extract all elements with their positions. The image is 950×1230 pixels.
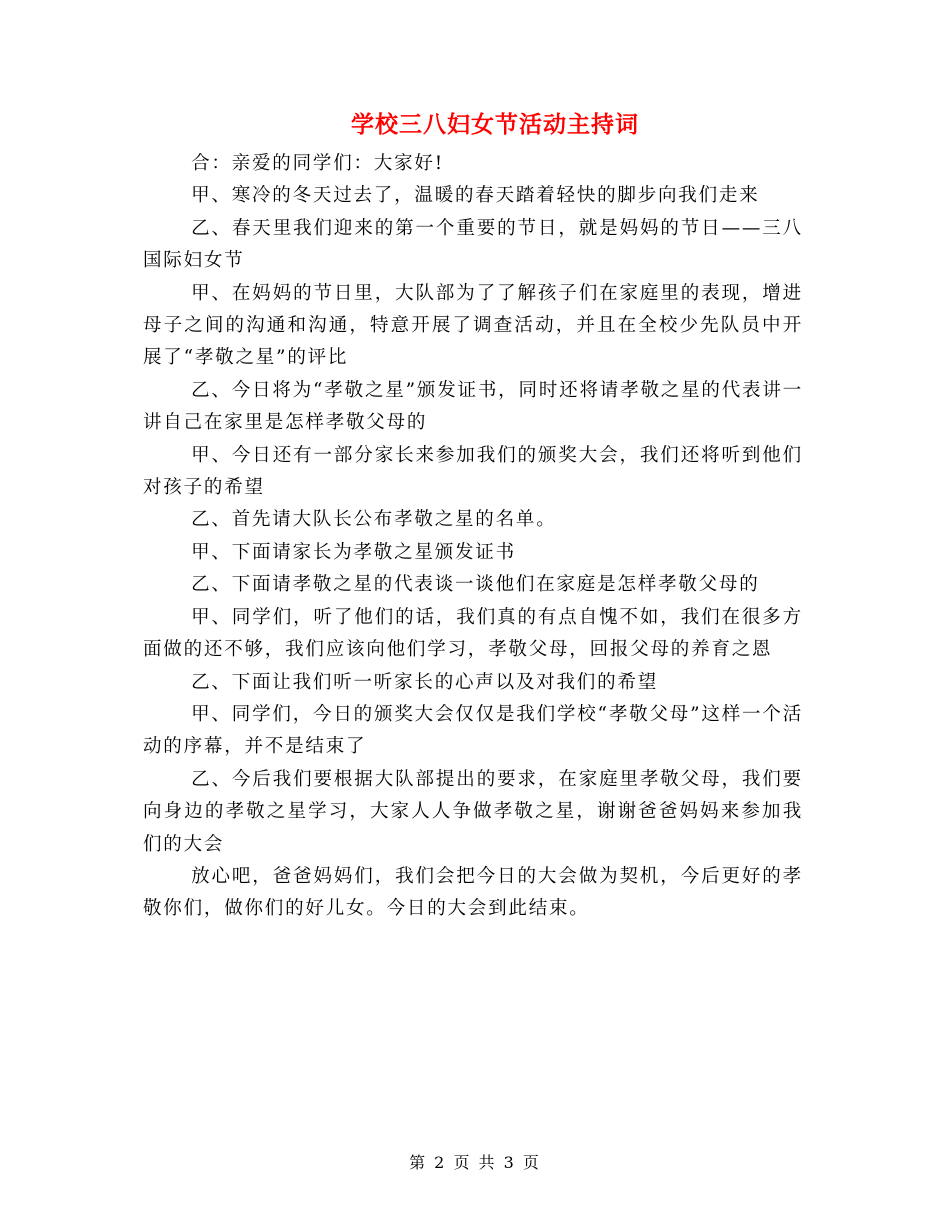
paragraph: 甲、今日还有一部分家长来参加我们的颁奖大会，我们还将听到他们对孩子的希望 <box>143 444 803 499</box>
paragraph: 乙、今日将为“孝敬之星”颁发证书，同时还将请孝敬之星的代表讲一讲自己在家里是怎样孝敬父母的 <box>143 379 803 434</box>
paragraph: 甲、寒冷的冬天过去了，温暖的春天踏着轻快的脚步向我们走来 <box>191 185 760 207</box>
paragraph: 乙、今后我们要根据大队部提出的要求，在家庭里孝敬父母，我们要向身边的孝敬之星学习，大家人人争做孝敬之星，谢谢爸爸妈妈来参加我们的大会 <box>143 768 803 855</box>
document-title: 学校三八妇女节活动主持词 <box>351 112 639 138</box>
paragraph: 甲、同学们，今日的颁奖大会仅仅是我们学校“孝敬父母”这样一个活动的序幕，并不是结束了 <box>143 703 803 758</box>
page-number-footer: 第 2 页 共 3 页 <box>409 1153 541 1172</box>
document-body <box>143 148 803 926</box>
paragraph: 乙、首先请大队长公布孝敬之星的名单。 <box>191 509 557 531</box>
paragraph: 合：亲爱的同学们：大家好! <box>191 153 444 174</box>
paragraph: 乙、下面让我们听一听家长的心声以及对我们的希望 <box>191 671 658 693</box>
paragraph: 乙、春天里我们迎来的第一个重要的节日，就是妈妈的节日——三八国际妇女节 <box>143 217 803 272</box>
paragraph: 甲、同学们，听了他们的话，我们真的有点自愧不如，我们在很多方面做的还不够，我们应该向他们学习，孝敬父母，回报父母的养育之恩 <box>143 606 803 661</box>
paragraph: 甲、在妈妈的节日里，大队部为了了解孩子们在家庭里的表现，增进母子之间的沟通和沟通，特意开展了调查活动，并且在全校少先队员中开展了“孝敬之星”的评比 <box>143 282 803 369</box>
paragraph: 乙、下面请孝敬之星的代表谈一谈他们在家庭是怎样孝敬父母的 <box>191 574 760 596</box>
paragraph: 甲、下面请家长为孝敬之星颁发证书 <box>191 541 516 563</box>
paragraph: 放心吧，爸爸妈妈们，我们会把今日的大会做为契机，今后更好的孝敬你们，做你们的好儿女。今日的大会到此结束。 <box>143 865 803 920</box>
